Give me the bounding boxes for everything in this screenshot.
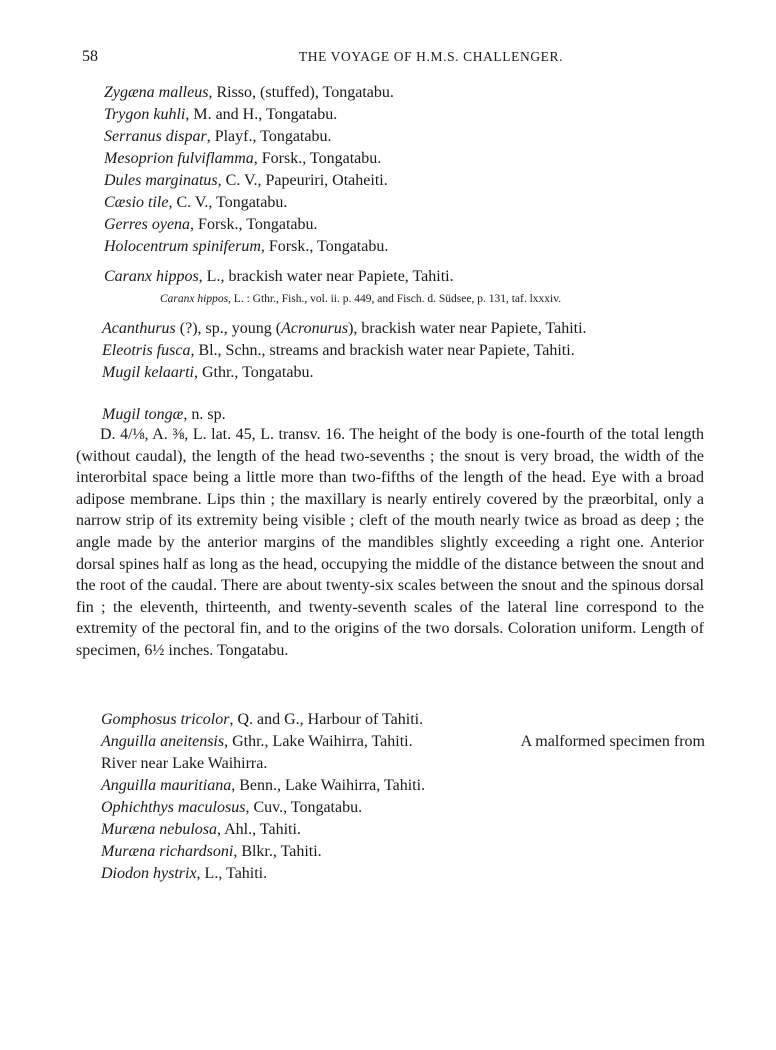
species-details: , Benn., Lake Waihirra, Tahiti. (231, 777, 426, 794)
species-details: , Cuv., Tongatabu. (245, 799, 363, 816)
species-entry (104, 82, 394, 104)
species-description (76, 424, 704, 662)
species-entry (104, 148, 381, 170)
species-name: Diodon hystrix (101, 865, 197, 882)
species-details: , Risso, (stuffed), Tongatabu. (208, 84, 394, 101)
species-entry (104, 104, 337, 126)
species-details: , L., brackish water near Papiete, Tahiti. (198, 268, 454, 285)
species-entry (104, 236, 388, 258)
species-details: , Blkr., Tahiti. (233, 843, 322, 860)
species-details: , Bl., Schn., streams and brackish water near Papiete, Tahiti. (190, 342, 575, 359)
species-name-alt: Acronurus (281, 320, 349, 337)
species-entry (104, 170, 388, 192)
species-name: Mugil kelaarti (102, 364, 194, 381)
species-entry (101, 797, 362, 819)
species-entry (102, 362, 313, 384)
species-details: , C. V., Papeuriri, Otaheiti. (217, 172, 388, 189)
species-details: , C. V., Tongatabu. (168, 194, 288, 211)
species-details: , Gthr., Tongatabu. (193, 364, 314, 381)
species-name: Mesoprion fulviflamma (104, 150, 254, 167)
species-entry (104, 214, 318, 236)
species-entry (102, 340, 575, 362)
species-name: Mugil tongæ (102, 406, 184, 423)
species-entry (104, 126, 331, 148)
species-name: Trygon kuhli (104, 106, 186, 123)
species-entry (101, 775, 425, 797)
species-reference (160, 291, 561, 307)
species-name: Anguilla mauritiana (101, 777, 232, 794)
species-entry (101, 709, 423, 731)
species-details: , L., Tahiti. (196, 865, 268, 882)
species-name: Acanthurus (102, 320, 176, 337)
reference-details: , L. : Gthr., Fish., vol. ii. p. 449, and Fisch. d. Südsee, p. 131, taf. lxxxiv. (228, 293, 562, 305)
species-name: Muræna richardsoni (101, 843, 234, 860)
page-number: 58 (82, 48, 98, 65)
species-entry: Acanthurus (?), sp., young (Acronurus), brackish water near Papiete, Tahiti. (102, 320, 587, 337)
running-head: THE VOYAGE OF H.M.S. CHALLENGER. (298, 49, 564, 64)
species-details: , Forsk., Tongatabu. (260, 238, 389, 255)
species-entry (101, 841, 322, 863)
species-details: ), brackish water near Papiete, Tahiti. (348, 320, 587, 337)
page-header (82, 48, 710, 70)
species-name: Serranus dispar (104, 128, 207, 145)
species-name: Gerres oyena (104, 216, 191, 233)
species-note: A malformed specimen from (520, 733, 705, 750)
species-entry (101, 819, 301, 841)
species-name: Anguilla aneitensis (101, 733, 225, 750)
species-details: , Gthr., Lake Waihirra, Tahiti. (224, 733, 413, 750)
species-entry (101, 863, 267, 885)
description-paragraph: D. 4/⅛, A. ⅜, L. lat. 45, L. transv. 16. The height of the body is one-fourth of the total length (without caudal), the length of the head two-sevenths ; the snout is very broad, the width of the interorbital space being a little more than two-fifths of the length of the head. Eye with a broad adipose membrane. Lips thin ; the maxillary is nearly entirely covered by the præorbital, only a narrow strip of its extremity being visible ; cleft of the mouth nearly twice as broad as deep ; the angle made by the anterior margins of the mandibles slightly exceeding a right one. Anterior dorsal spines half as long as the head, occupying the middle of the distance between the snout and the root of the caudal. There are about twenty-six scales between the snout and the spinous dorsal fin ; the eleventh, thirteenth, and twenty-seventh scales of the lateral line correspond to the extremity of the pectoral fin, and to the origins of the two dorsals. Coloration uniform. Length of specimen, 6½ inches. Tongatabu. (76, 426, 704, 659)
species-entry (101, 731, 705, 772)
species-name: Gomphosus tricolor (101, 711, 230, 728)
species-name: Dules marginatus (104, 172, 218, 189)
species-name: Muræna nebulosa (101, 821, 217, 838)
species-name: Caranx hippos (104, 268, 199, 285)
species-name: Cæsio tile (104, 194, 169, 211)
species-name: Holocentrum spiniferum (104, 238, 261, 255)
reference-name: Caranx hippos (160, 293, 229, 305)
species-entry (104, 266, 454, 288)
new-species-heading: Mugil tongæ, n. sp. (102, 406, 226, 423)
species-details: , Forsk., Tongatabu. (190, 216, 318, 233)
species-details: , Playf., Tongatabu. (206, 128, 332, 145)
species-details: , Forsk., Tongatabu. (253, 150, 382, 167)
species-details: , Q. and G., Harbour of Tahiti. (229, 711, 424, 728)
species-note-continuation: River near Lake Waihirra. (101, 755, 268, 772)
species-name: Eleotris fusca (102, 342, 191, 359)
species-entry (104, 192, 287, 214)
species-name: Ophichthys maculosus (101, 799, 246, 816)
species-details: , Ahl., Tahiti. (217, 821, 301, 838)
species-details: , M. and H., Tongatabu. (185, 106, 338, 123)
species-name: Zygæna malleus (104, 84, 209, 101)
